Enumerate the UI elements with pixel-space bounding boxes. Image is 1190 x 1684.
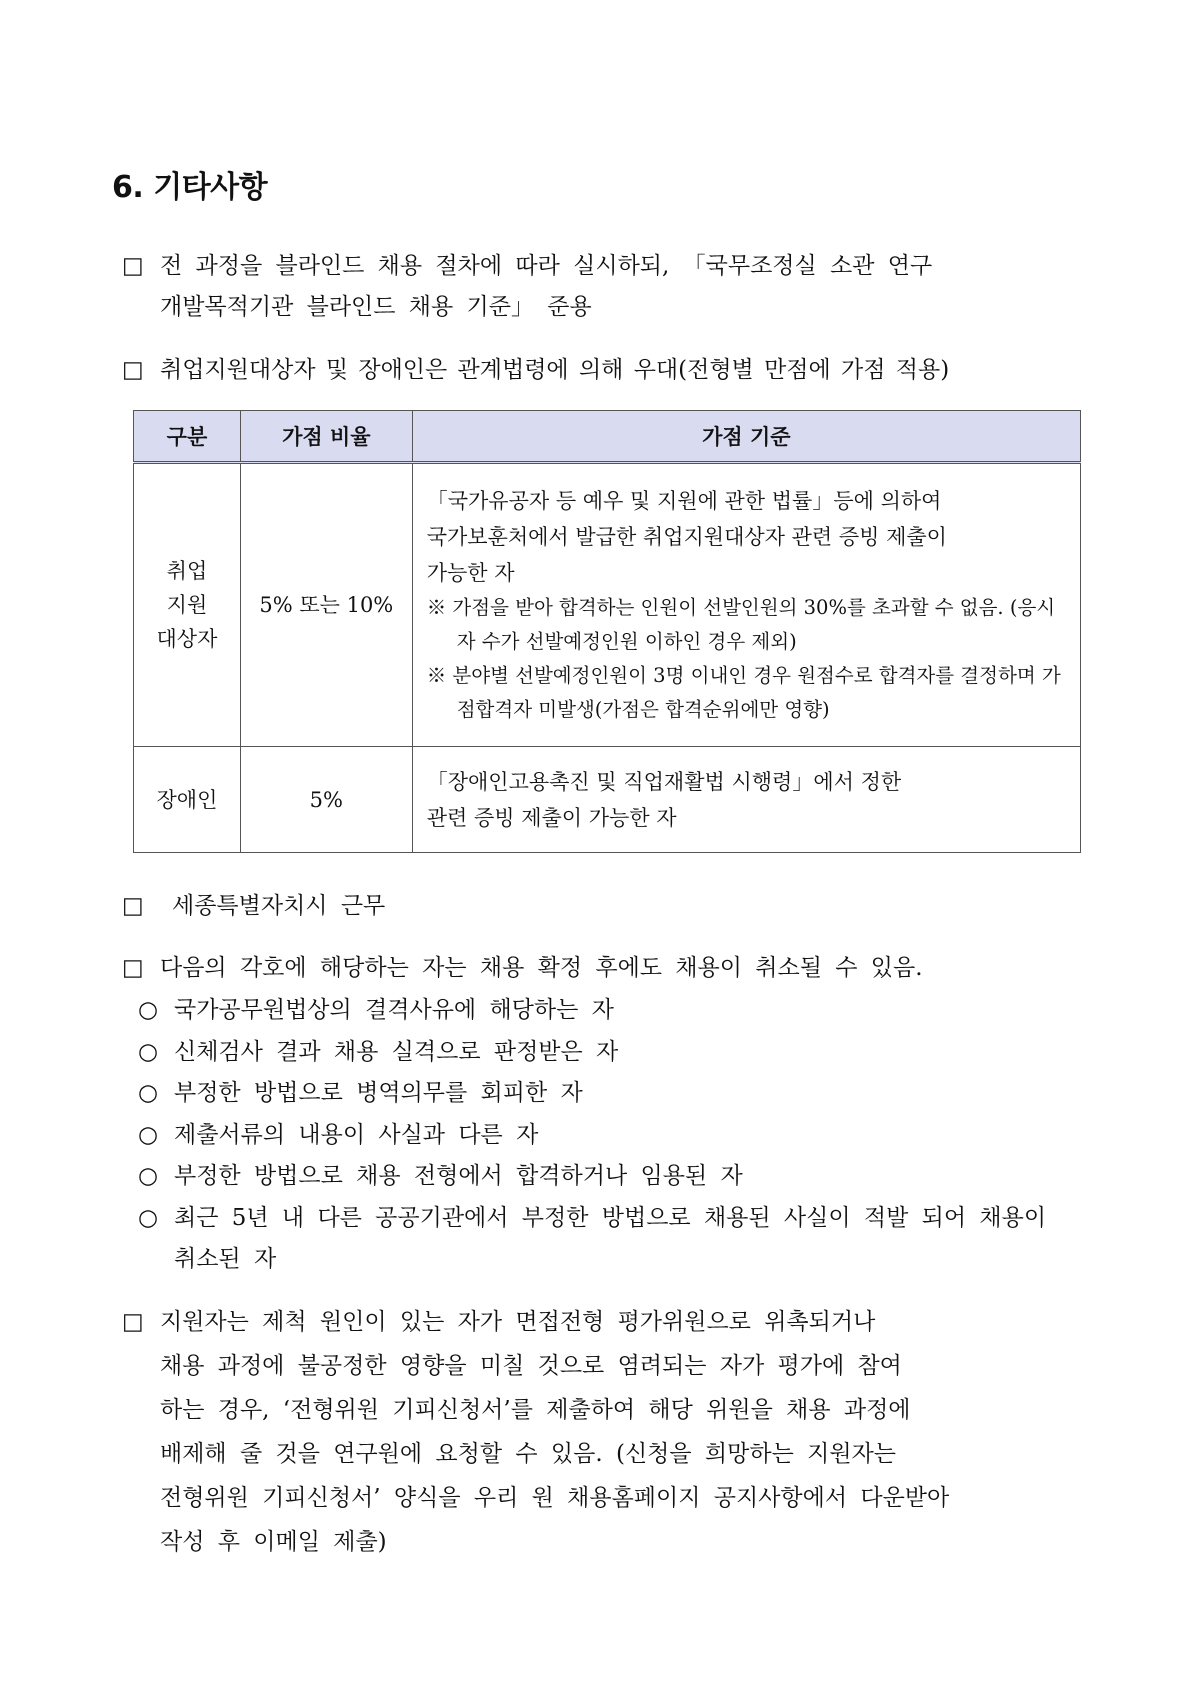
paragraph-line: 채용 과정에 불공정한 영향을 미칠 것으로 염려되는 자가 평가에 참여 <box>160 1353 902 1379</box>
circle-bullet-icon: ○ <box>138 1080 159 1106</box>
list-item <box>138 990 1054 1032</box>
criteria-line: 가능한 자 <box>426 561 515 585</box>
list-item <box>138 1156 1054 1198</box>
criteria-line: 국가보훈처에서 발급한 취업지원대상자 관련 증빙 제출이 <box>426 525 947 549</box>
paragraph-line: 전형위원 기피신청서’ 양식을 우리 원 채용홈페이지 공지사항에서 다운받아 <box>160 1485 950 1511</box>
cell-criteria <box>412 747 1080 853</box>
paragraph-line: 배제해 줄 것을 연구원에 요청할 수 있음. (신청을 희망하는 지원자는 <box>160 1441 896 1467</box>
paragraph-line: 전 과정을 블라인드 채용 절차에 따라 실시하되, 「국무조정실 소관 연구 <box>160 253 933 279</box>
list-item <box>138 1032 1054 1074</box>
paragraph-line: 다음의 각호에 해당하는 자는 채용 확정 후에도 채용이 취소될 수 있음. <box>160 955 923 981</box>
list-item <box>138 1198 1054 1281</box>
circle-bullet-icon: ○ <box>138 1163 159 1189</box>
section-title: 6. 기타사항 <box>112 170 268 205</box>
paragraph-blind-hiring <box>122 246 1022 328</box>
header-criteria: 가점 기준 <box>412 411 1080 463</box>
list-item <box>138 1073 1054 1115</box>
circle-bullet-icon: ○ <box>138 1121 159 1148</box>
paragraph-line: 하는 경우, ‘전형위원 기피신청서’를 제출하여 해당 위원을 채용 과정에 <box>160 1397 911 1423</box>
checkbox-square-icon: □ <box>122 357 144 383</box>
paragraph-work-location <box>122 886 1022 927</box>
criteria-line: 「장애인고용촉진 및 직업재활법 시행령」에서 정한 <box>426 769 902 794</box>
category-line: 대상자 <box>156 627 218 651</box>
paragraph-preference <box>122 350 1022 391</box>
table-row <box>134 747 1081 853</box>
paragraph-cancellation <box>122 948 1022 989</box>
cell-category: 장애인 <box>134 747 241 853</box>
category-line: 지원 <box>166 593 208 617</box>
criteria-line: 「국가유공자 등 예우 및 지원에 관한 법률」등에 의하여 <box>426 489 942 513</box>
list-item-text: 최근 5년 내 다른 공공기관에서 부정한 방법으로 채용된 사실이 적발 되어 채용이 취소된 자 <box>174 1204 1047 1272</box>
table-row <box>134 463 1081 747</box>
circle-bullet-icon: ○ <box>138 997 159 1023</box>
checkbox-square-icon: □ <box>122 253 144 279</box>
paragraph-line: 세종특별자치시 근무 <box>172 893 386 919</box>
list-item <box>138 1115 1054 1157</box>
criteria-note: ※ 가점을 받아 합격하는 인원이 선발인원의 30%를 초과할 수 없음. (응시자 수가 선발예정인원 이하인 경우 제외) <box>426 596 1056 653</box>
list-item-text: 신체검사 결과 채용 실격으로 판정받은 자 <box>174 1038 619 1065</box>
list-item-text: 국가공무원법상의 결격사유에 해당하는 자 <box>174 997 614 1023</box>
cell-ratio: 5% <box>240 747 412 853</box>
cell-ratio: 5% 또는 10% <box>240 463 412 747</box>
criteria-note: ※ 분야별 선발예정인원이 3명 이내인 경우 원점수로 합격자를 결정하며 가점합격자 미발생(가점은 합격순위에만 영향) <box>426 664 1061 721</box>
circle-bullet-icon: ○ <box>138 1038 159 1065</box>
checkbox-square-icon: □ <box>122 955 144 981</box>
criteria-line: 관련 증빙 제출이 가능한 자 <box>426 805 677 830</box>
cell-category <box>134 463 241 747</box>
checkbox-square-icon: □ <box>122 1309 144 1335</box>
paragraph-line: 지원자는 제척 원인이 있는 자가 면접전형 평가위원으로 위촉되거나 <box>160 1309 876 1335</box>
list-item-text: 제출서류의 내용이 사실과 다른 자 <box>174 1121 539 1148</box>
header-category: 구분 <box>134 411 241 463</box>
paragraph-line: 작성 후 이메일 제출) <box>160 1529 387 1555</box>
circle-bullet-icon: ○ <box>138 1204 159 1231</box>
list-item-text: 부정한 방법으로 채용 전형에서 합격하거나 임용된 자 <box>174 1163 743 1189</box>
checkbox-square-icon: □ <box>122 893 144 919</box>
table-header-row <box>134 411 1081 463</box>
paragraph-line: 취업지원대상자 및 장애인은 관계법령에 의해 우대(전형별 만점에 가점 적용) <box>160 357 950 383</box>
category-line: 취업 <box>166 559 208 583</box>
header-ratio: 가점 비율 <box>240 411 412 463</box>
paragraph-recusal <box>122 1300 1022 1564</box>
cell-criteria <box>412 463 1080 747</box>
list-item-text: 부정한 방법으로 병역의무를 회피한 자 <box>174 1080 583 1106</box>
bonus-points-table <box>133 410 1081 853</box>
cancellation-list <box>138 990 1054 1281</box>
paragraph-line: 개발목적기관 블라인드 채용 기준」 준용 <box>160 294 592 320</box>
